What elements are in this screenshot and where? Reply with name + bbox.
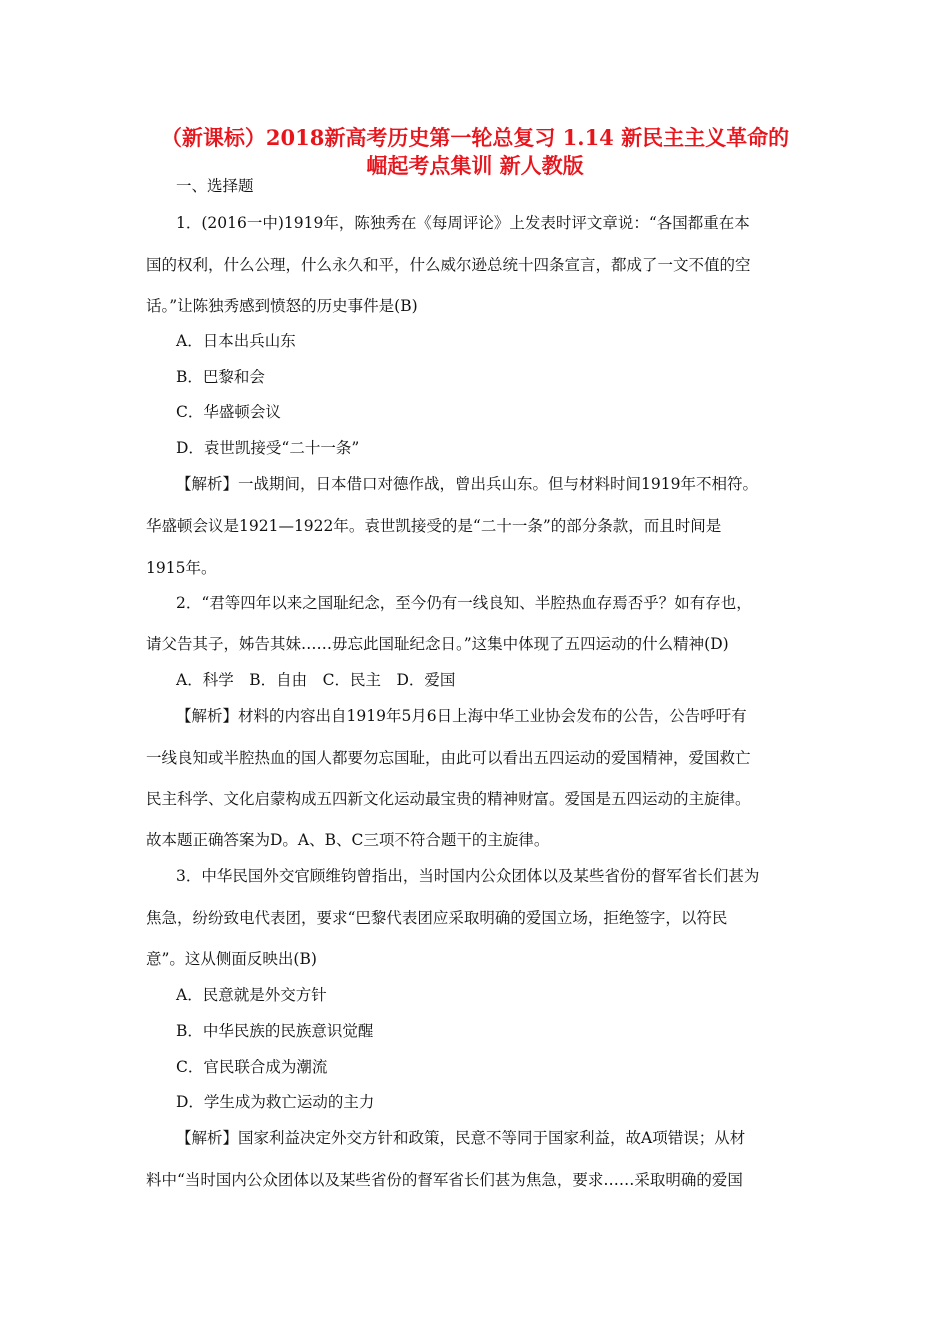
- question-1-option-c: C．华盛顿会议: [176, 403, 281, 421]
- question-1-line-3: 话。”让陈独秀感到愤怒的历史事件是(B): [146, 297, 418, 315]
- document-title-line-2: 崛起考点集训 新人教版: [366, 153, 584, 178]
- document-title-line-1: （新课标）2018新高考历史第一轮总复习 1.14 新民主主义革命的: [160, 125, 790, 150]
- section-heading: 一、选择题: [176, 177, 254, 195]
- question-1-line-1: 1．(2016一中)1919年，陈独秀在《每周评论》上发表时评文章说：“各国都重在本: [176, 214, 750, 232]
- question-3-option-c: C．官民联合成为潮流: [176, 1058, 328, 1076]
- question-1-analysis-line-1: 【解析】一战期间，日本借口对德作战，曾出兵山东。但与材料时间1919年不相符。: [176, 475, 758, 493]
- question-1-option-d: D．袁世凯接受“二十一条”: [176, 439, 360, 457]
- question-2-analysis-line-1: 【解析】材料的内容出自1919年5月6日上海中华工业协会发布的公告，公告呼吁有: [176, 707, 747, 725]
- question-2-options: A．科学 B．自由 C．民主 D．爱国: [176, 671, 456, 689]
- question-3-option-a: A．民意就是外交方针: [176, 986, 327, 1004]
- question-3-analysis-line-1: 【解析】国家利益决定外交方针和政策，民意不等同于国家利益，故A项错误；从材: [176, 1129, 746, 1147]
- question-3-line-1: 3．中华民国外交官顾维钧曾指出，当时国内公众团体以及某些省份的督军省长们甚为: [176, 867, 760, 885]
- question-2-analysis-line-2: 一线良知或半腔热血的国人都要勿忘国耻，由此可以看出五四运动的爱国精神，爱国救亡: [146, 749, 751, 767]
- question-1-option-b: B．巴黎和会: [176, 368, 265, 386]
- question-3-option-d: D．学生成为救亡运动的主力: [176, 1093, 375, 1111]
- question-2-line-2: 请父告其子，姊告其妹……毋忘此国耻纪念日。”这集中体现了五四运动的什么精神(D): [146, 635, 729, 653]
- question-3-option-b: B．中华民族的民族意识觉醒: [176, 1022, 374, 1040]
- question-2-analysis-line-3: 民主科学、文化启蒙构成五四新文化运动最宝贵的精神财富。爱国是五四运动的主旋律。: [146, 790, 751, 808]
- question-1-analysis-line-2: 华盛顿会议是1921—1922年。袁世凯接受的是“二十一条”的部分条款，而且时间是: [146, 517, 722, 535]
- question-3-line-2: 焦急，纷纷致电代表团，要求“巴黎代表团应采取明确的爱国立场，拒绝签字，以符民: [146, 909, 728, 927]
- question-3-analysis-line-2: 料中“当时国内公众团体以及某些省份的督军省长们甚为焦急，要求……采取明确的爱国: [146, 1171, 743, 1189]
- question-1-option-a: A．日本出兵山东: [176, 332, 296, 350]
- question-2-line-1: 2．“君等四年以来之国耻纪念，至今仍有一线良知、半腔热血存焉否乎？如有存也，: [176, 594, 752, 612]
- question-1-analysis-line-3: 1915年。: [146, 559, 217, 577]
- question-3-line-3: 意”。这从侧面反映出(B): [146, 950, 317, 968]
- question-1-line-2: 国的权利，什么公理，什么永久和平，什么威尔逊总统十四条宣言，都成了一文不值的空: [146, 256, 751, 274]
- question-2-analysis-line-4: 故本题正确答案为D。A、B、C三项不符合题干的主旋律。: [146, 831, 550, 849]
